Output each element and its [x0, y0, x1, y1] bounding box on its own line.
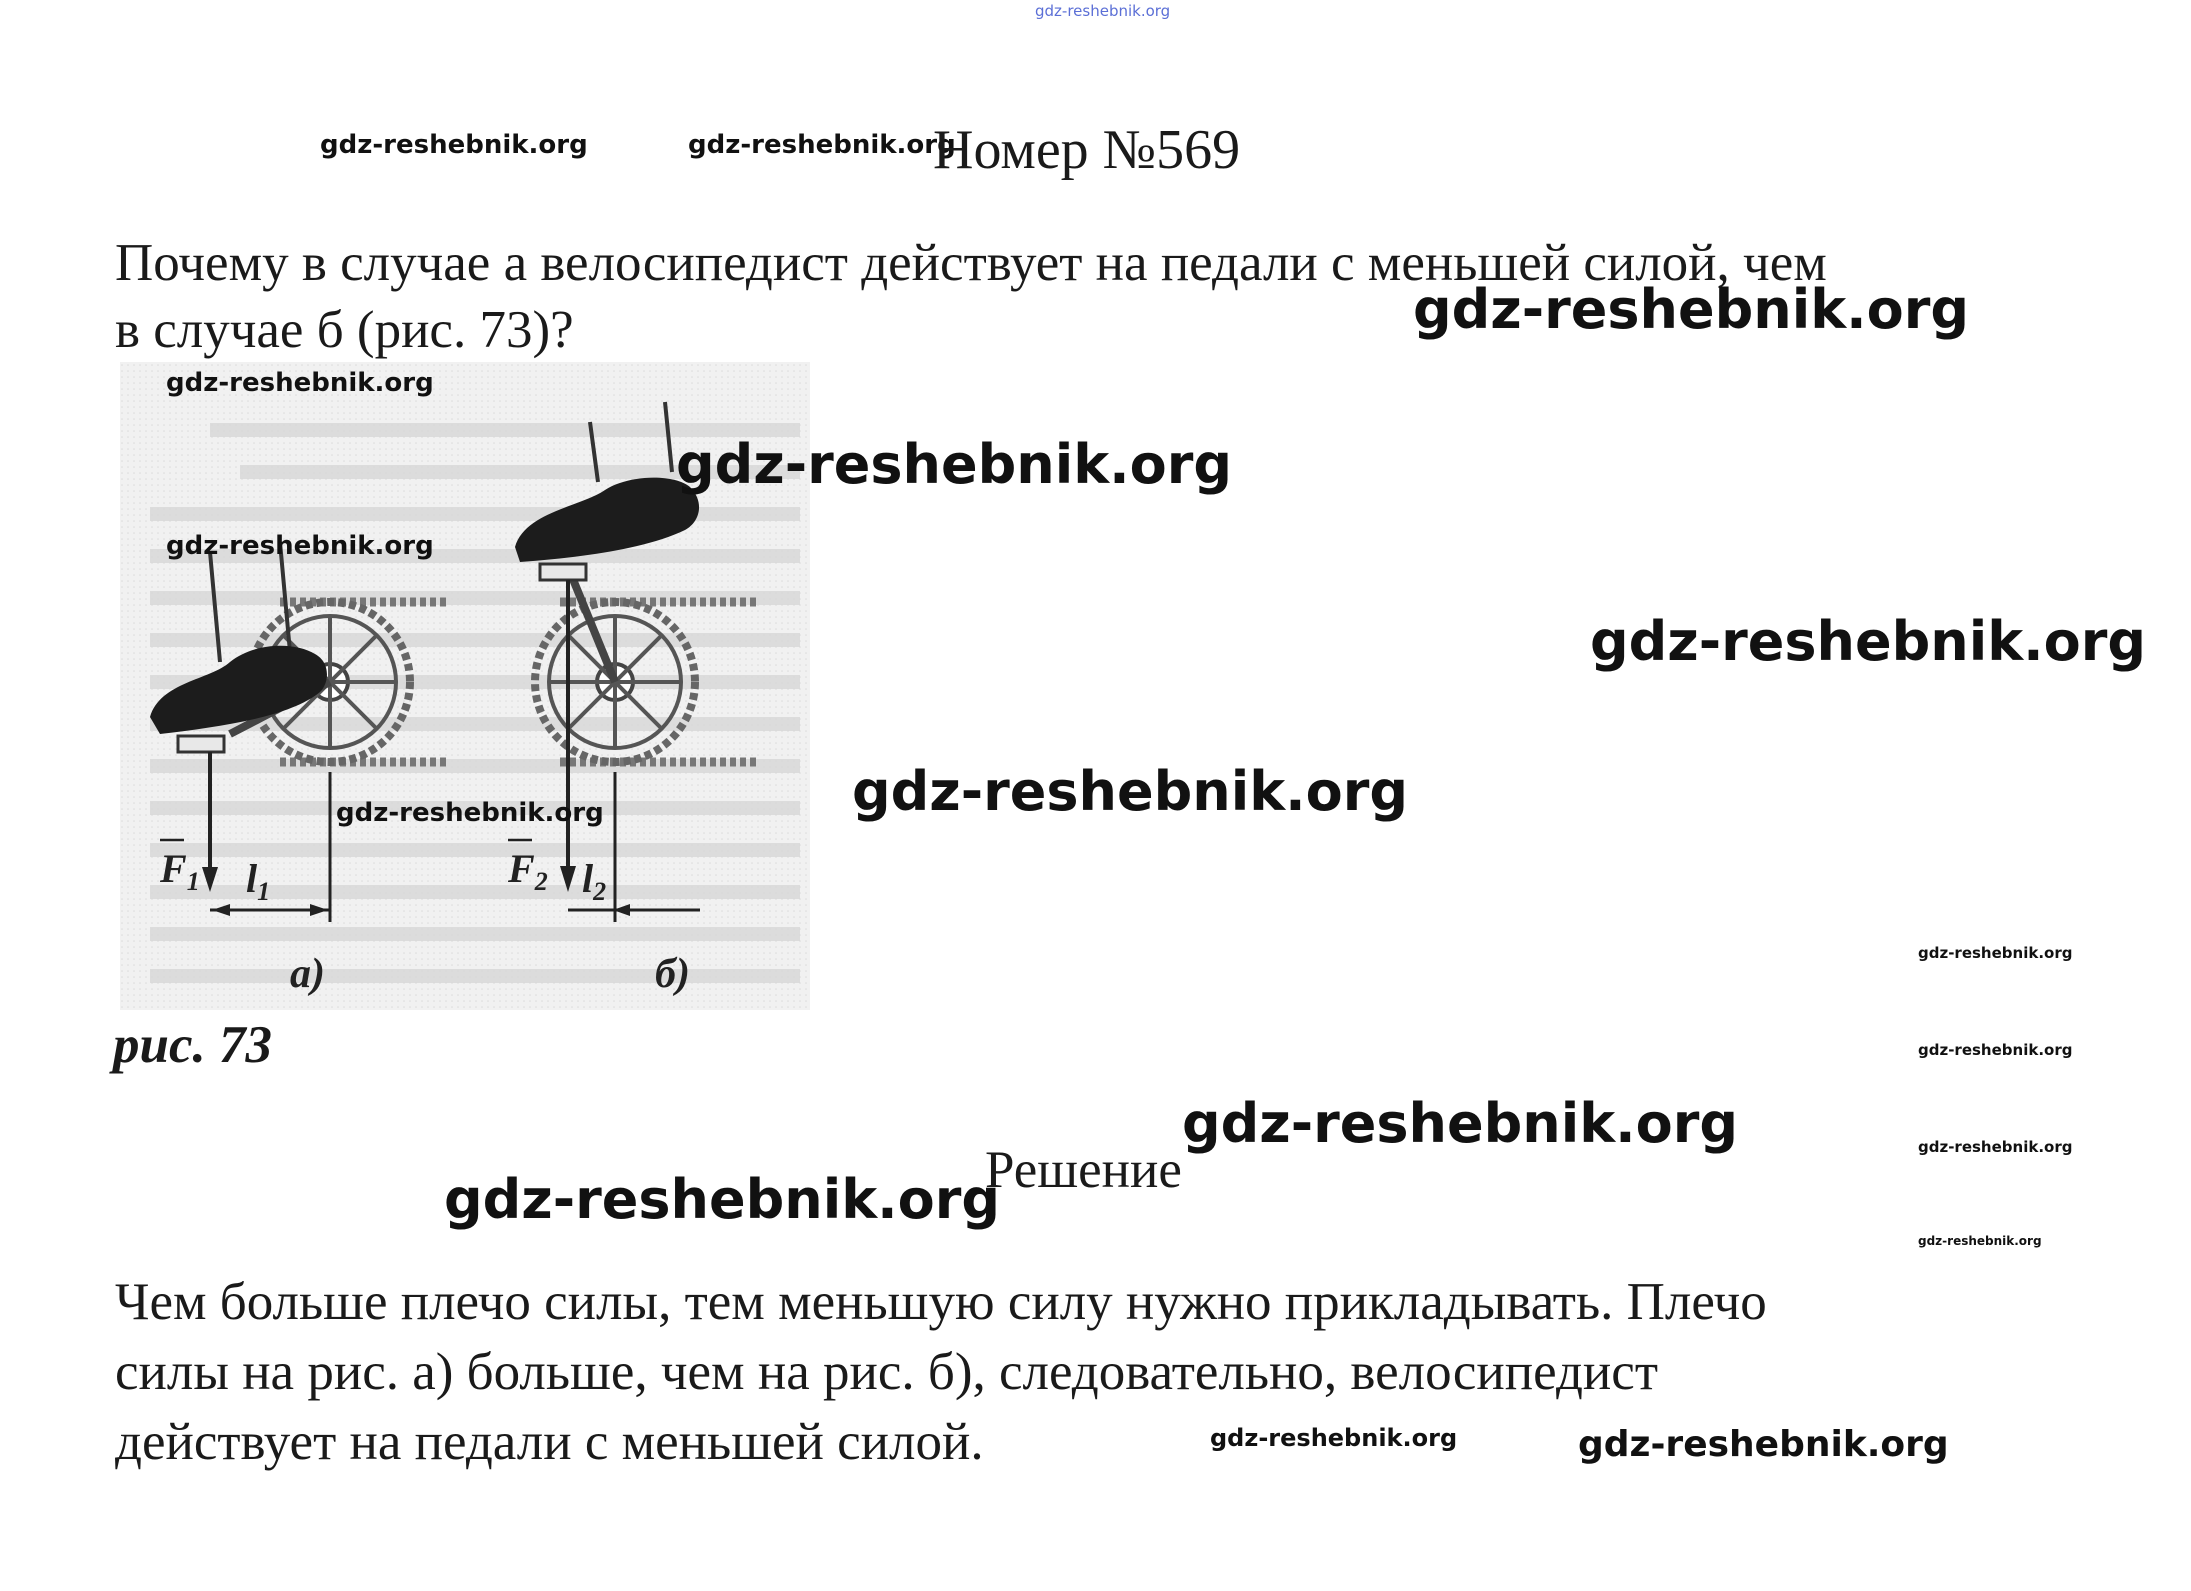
- watermark: gdz-reshebnik.org: [1182, 1092, 1739, 1155]
- watermark: gdz-reshebnik.org: [336, 798, 604, 828]
- watermark: gdz-reshebnik.org: [1918, 1234, 2042, 1248]
- watermark: gdz-reshebnik.org: [676, 433, 1233, 496]
- solution-line: Чем больше плечо силы, тем меньшую силу нужно прикладывать. Плечо: [115, 1273, 1767, 1331]
- label-l2: $l_2$: [582, 856, 607, 906]
- watermark: gdz-reshebnik.org: [1590, 610, 2147, 673]
- question-line: в случае б (рис. 73)?: [115, 301, 574, 359]
- watermark: gdz-reshebnik.org: [852, 760, 1409, 823]
- label-f1: $F_1$: [160, 846, 200, 896]
- watermark: gdz-reshebnik.org: [1918, 944, 2073, 962]
- watermark: gdz-reshebnik.org: [166, 531, 434, 561]
- watermark: gdz-reshebnik.org: [166, 368, 434, 398]
- watermark: gdz-reshebnik.org: [1210, 1424, 1458, 1452]
- page-title: Номер №569: [933, 119, 1241, 181]
- watermark: gdz-reshebnik.org: [1413, 278, 1970, 341]
- watermark: gdz-reshebnik.org: [688, 130, 956, 160]
- label-a: а): [290, 951, 325, 997]
- label-b: б): [655, 951, 690, 997]
- watermark: gdz-reshebnik.org: [320, 130, 588, 160]
- solution-line: силы на рис. а) больше, чем на рис. б), следовательно, велосипедист: [115, 1343, 1658, 1401]
- top-watermark: gdz-reshebnik.org: [1035, 2, 1171, 20]
- solution-heading: Решение: [985, 1141, 1182, 1199]
- solution-line: действует на педали с меньшей силой.: [115, 1413, 984, 1471]
- question-line: Почему в случае а велосипедист действует на педали с меньшей силой, чем: [115, 234, 1827, 292]
- label-f2: $F_2$: [508, 846, 548, 896]
- watermark: gdz-reshebnik.org: [1918, 1041, 2073, 1059]
- label-l1: $l_1$: [246, 856, 271, 906]
- watermark: gdz-reshebnik.org: [1578, 1424, 1949, 1465]
- watermark: gdz-reshebnik.org: [444, 1168, 1001, 1231]
- figure-caption: рис. 73: [113, 1016, 272, 1074]
- watermark: gdz-reshebnik.org: [1918, 1138, 2073, 1156]
